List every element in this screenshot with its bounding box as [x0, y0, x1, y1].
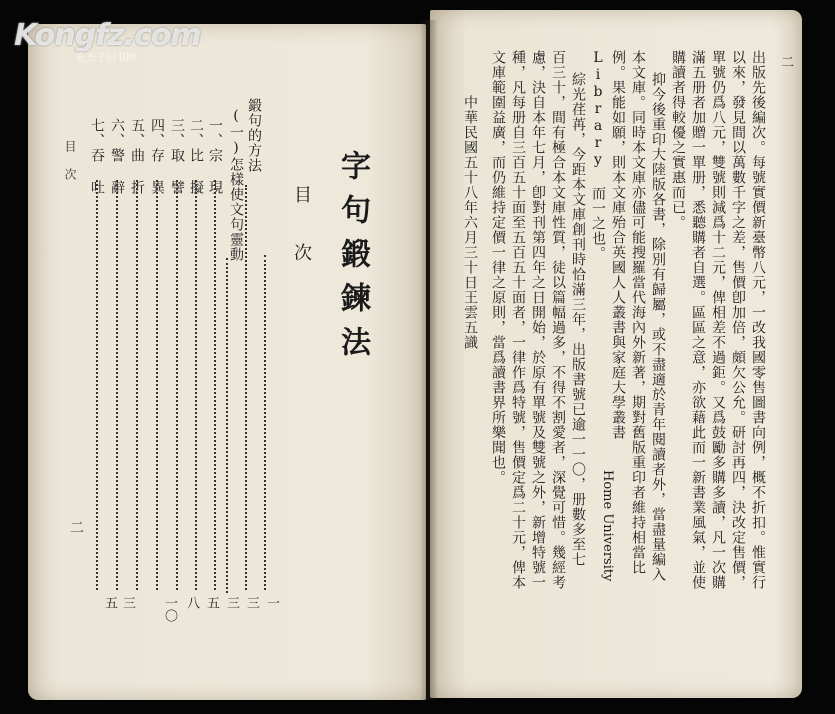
toc-leader-dots: [96, 180, 98, 590]
toc-leader-dots: [195, 180, 197, 590]
toc-page-number: 一〇: [162, 596, 177, 622]
toc-page-number: 三: [224, 596, 239, 609]
body-text-column: 例。果能如願，則本文庫殆合英國人人叢書與家庭大學叢書: [610, 50, 626, 440]
toc-page-number: 八: [184, 596, 199, 609]
body-text-column: Library 而一之也。: [590, 50, 606, 261]
body-text-column: 慮，決自本年七月，卽對刊第四年之日開始，於原有單號及雙號之外，新增特號一: [530, 50, 546, 590]
watermark-brand: Kongfz.com: [14, 18, 201, 53]
right-page-number: 二: [778, 55, 793, 69]
body-text-column: 文庫範圍益廣，而仍維持定價一律之原則，當爲讀書界所樂聞也。: [490, 50, 506, 485]
body-text-column: 購讀者得較優之實惠而已。: [670, 50, 686, 230]
toc-section: 鍛句的方法: [246, 98, 262, 173]
toc-leader-dots: [176, 180, 178, 590]
left-page-number: 二: [68, 520, 84, 535]
english-series-name: Home University: [600, 470, 615, 582]
toc-leader-dots: [226, 258, 228, 593]
body-text-column: 本文庫。同時本文庫亦儘可能搜羅當代海內外新著，期對舊版重印者維持相當比: [630, 50, 646, 575]
body-text-column: 種，凡每册自三百五十面至五百五十面者，一律作爲特號，售價定爲二十元，俾本: [510, 50, 526, 590]
toc-item: 六、警 辭: [109, 118, 125, 195]
toc-heading: 目次: [291, 185, 312, 301]
toc-leader-dots: [264, 255, 266, 590]
toc-leader-dots: [136, 180, 138, 590]
book-gutter: [420, 20, 438, 700]
toc-item: 七、吞 吐: [89, 118, 105, 195]
toc-item: 二、比 擬: [188, 118, 204, 195]
toc-subsection: (一)怎樣使文句靈動: [228, 108, 244, 262]
body-text-column: 滿五册者加贈一單册，悉聽購者自選。區區之意，亦欲藉此而一新書業風氣，並使: [690, 50, 706, 590]
toc-leader-dots: [156, 180, 158, 590]
body-text-column: 出版先後編次。每號實價新臺幣八元，一改我國零售圖書向例，概不折扣。惟實行: [750, 50, 766, 590]
signature-line: 中華民國五十八年六月三十日王雲五識: [462, 95, 478, 350]
toc-page-number: 三: [244, 596, 259, 609]
toc-page-number: 三: [120, 596, 135, 609]
watermark-logo: [14, 18, 201, 64]
side-marker: 目 次: [63, 140, 77, 181]
toc-item: 四、存 異: [149, 118, 165, 195]
toc-page-number: 一: [264, 596, 279, 609]
body-text-column: 百三十，間有極合本文庫性質，徒以篇幅過多，不得不割愛者，深覺可惜。幾經考: [550, 50, 566, 590]
toc-item: 三、取 譬: [169, 118, 185, 195]
toc-item: 五、曲 折: [129, 118, 145, 195]
toc-page-number: 五: [102, 596, 117, 609]
toc-page-number: 五: [204, 596, 219, 609]
toc-leader-dots: [214, 180, 216, 590]
toc-item: 一、宗 現: [207, 118, 223, 195]
book-title: 字句鍛鍊法: [335, 150, 370, 370]
toc-leader-dots: [116, 180, 118, 590]
body-text-column: 抑今後重印大陸版各書，除別有歸屬，或不盡適於青年閱讀者外，當盡量編入: [650, 72, 666, 582]
body-text-column: 以來，發見間以萬數千字之差，售價卽加倍，頗欠公允。研討再四，決改定售價，: [730, 50, 746, 590]
body-text-column: 綜光荏苒，今距本文庫創刊時恰滿三年，出版書號已逾一一〇，册數多至七: [570, 72, 586, 567]
watermark-subtitle: 孔夫子旧书网: [76, 53, 136, 64]
body-text-column: 單號仍爲八元，雙號則減爲十二元，俾相差不過鉅。又爲鼓勵多購多讀，凡一次購: [710, 50, 726, 590]
toc-leader-dots: [245, 185, 247, 590]
